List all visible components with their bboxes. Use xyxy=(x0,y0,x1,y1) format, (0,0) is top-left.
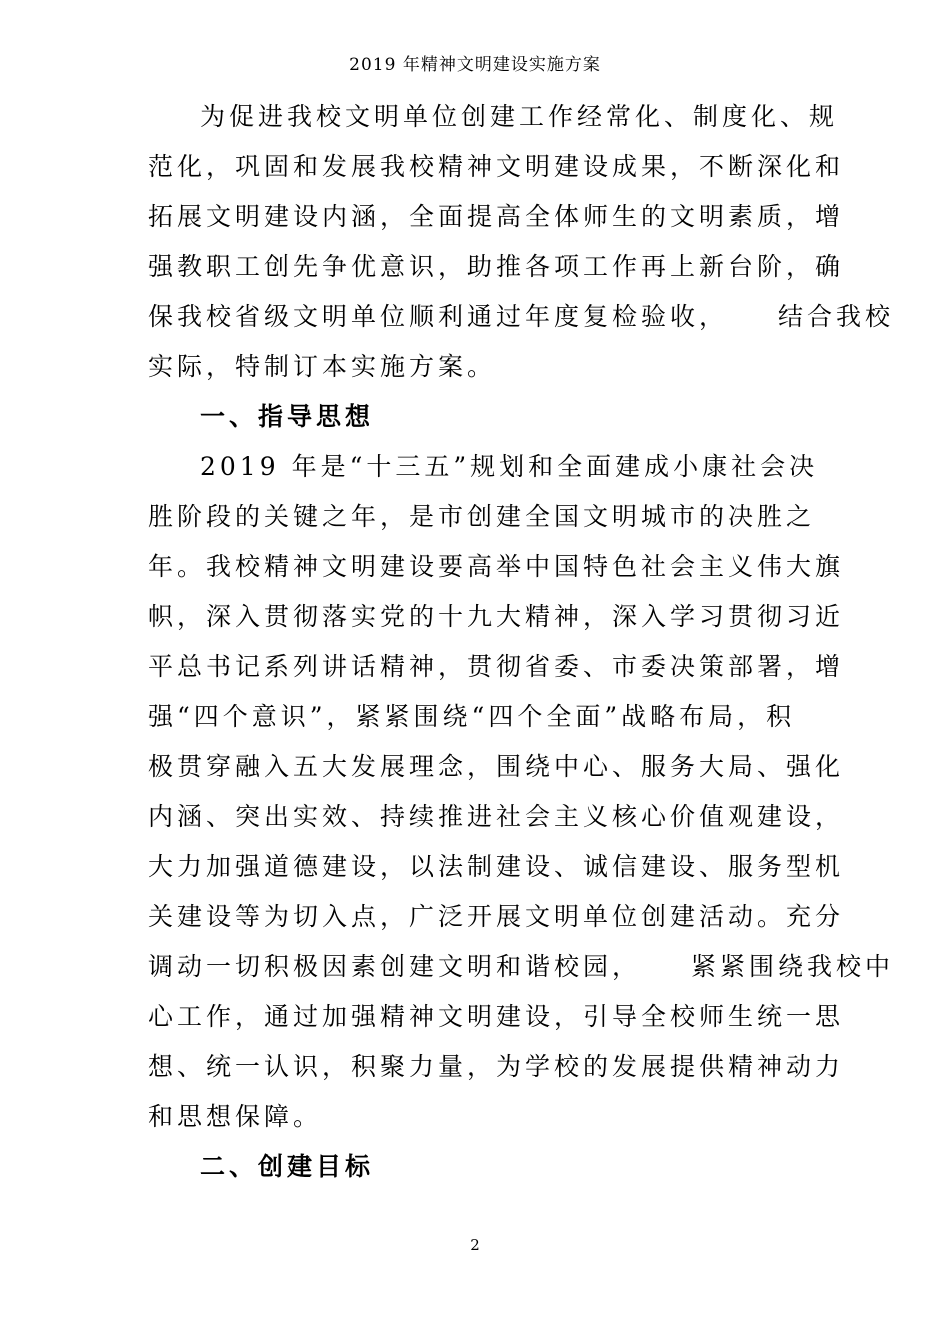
paragraph-line: 胜阶段的关键之年，是市创建全国文明城市的决胜之 xyxy=(148,502,816,531)
paragraph-line xyxy=(148,302,894,332)
paragraph-line: 强教职工创先争优意识，助推各项工作再上新台阶，确 xyxy=(148,252,845,281)
paragraph-line: 平总书记系列讲话精神，贯彻省委、市委决策部署，增 xyxy=(148,652,845,681)
section-heading: 二、创建目标 xyxy=(200,1152,375,1181)
paragraph-line: 极贯穿融入五大发展理念，围绕中心、服务大局、强化 xyxy=(148,752,845,781)
paragraph-line: 年。我校精神文明建设要高举中国特色社会主义伟大旗 xyxy=(148,552,845,581)
paragraph-line: 想、统一认识，积聚力量，为学校的发展提供精神动力 xyxy=(148,1052,845,1081)
section-heading: 一、指导思想 xyxy=(200,402,375,431)
paragraph-line: 实际，特制订本实施方案。 xyxy=(148,352,497,381)
paragraph-line xyxy=(148,952,894,982)
line-segment: 结合我校 xyxy=(778,302,895,331)
paragraph-line: 和思想保障。 xyxy=(148,1102,323,1131)
paragraph-line: 2019 年是“十三五”规划和全面建成小康社会决 xyxy=(200,452,819,481)
line-segment: 紧紧围绕我校中 xyxy=(691,952,895,981)
page-number: 2 xyxy=(470,1236,480,1254)
line-segment: 调动一切积极因素创建文明和谐校园， xyxy=(148,952,642,981)
running-header: 2019 年精神文明建设实施方案 xyxy=(349,55,601,75)
line-segment: 保我校省级文明单位顺利通过年度复检验收， xyxy=(148,302,729,331)
paragraph-line: 大力加强道德建设，以法制建设、诚信建设、服务型机 xyxy=(148,852,845,881)
paragraph-line: 内涵、突出实效、持续推进社会主义核心价值观建设， xyxy=(148,802,845,831)
paragraph-line: 拓展文明建设内涵，全面提高全体师生的文明素质，增 xyxy=(148,202,845,231)
paragraph-line: 心工作，通过加强精神文明建设，引导全校师生统一思 xyxy=(148,1002,845,1031)
paragraph-line: 为促进我校文明单位创建工作经常化、制度化、规 xyxy=(200,102,839,131)
paragraph-line: 帜，深入贯彻落实党的十九大精神，深入学习贯彻习近 xyxy=(148,602,845,631)
paragraph-line: 强“四个意识”，紧紧围绕“四个全面”战略布局，积 xyxy=(148,702,796,731)
paragraph-line: 关建设等为切入点，广泛开展文明单位创建活动。充分 xyxy=(148,902,845,931)
paragraph-line: 范化，巩固和发展我校精神文明建设成果，不断深化和 xyxy=(148,152,845,181)
